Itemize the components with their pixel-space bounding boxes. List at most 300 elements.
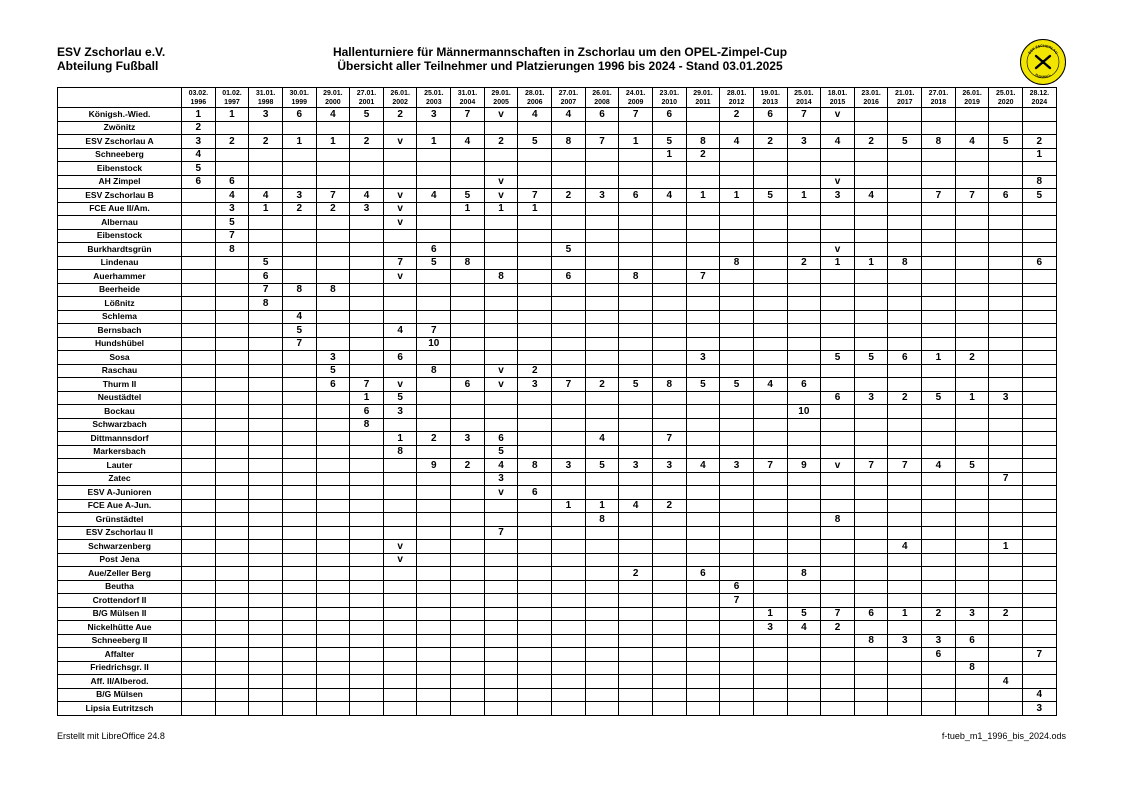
placement-cell [451,310,485,324]
placement-cell: 4 [989,675,1023,689]
placement-cell [417,621,451,635]
placement-cell [787,243,821,257]
placement-cell [350,526,384,540]
placement-cell [383,486,417,500]
header-year: 2017 [896,98,913,106]
placement-cell [753,540,787,554]
team-name: Eibenstock [58,229,182,243]
placement-cell [215,432,249,446]
placement-cell [316,405,350,419]
placement-cell [282,229,316,243]
placement-cell [451,148,485,162]
placement-cell [518,513,552,527]
placement-cell [955,567,989,581]
table-header-row [58,88,1057,108]
placement-cell [652,661,686,675]
placement-cell [720,418,754,432]
placement-cell: 7 [451,108,485,122]
placement-cell [787,472,821,486]
placement-cell: 3 [854,391,888,405]
placement-cell [215,634,249,648]
placement-cell: 5 [585,459,619,473]
placement-cell [249,378,283,392]
team-name: Auerhammer [58,270,182,284]
placement-cell [989,162,1023,176]
placement-cell [518,162,552,176]
placement-cell [350,580,384,594]
placement-cell [753,351,787,365]
header-year: 2007 [560,98,577,106]
placement-cell [787,283,821,297]
team-name: Burkhardtsgrün [58,243,182,257]
table-row [58,621,1057,635]
placement-cell: 8 [383,445,417,459]
placement-cell [989,324,1023,338]
placement-cell: 7 [922,189,956,203]
placement-cell [955,216,989,230]
placement-cell [686,675,720,689]
placement-cell [619,121,653,135]
placement-cell [215,499,249,513]
placement-cell [753,432,787,446]
placement-cell [922,661,956,675]
placement-cell [417,148,451,162]
table-row [58,337,1057,351]
placement-cell: 1 [417,135,451,149]
placement-cell [854,526,888,540]
placement-cell [518,607,552,621]
placement-cell [182,459,216,473]
placement-cell [922,445,956,459]
placement-cell [585,648,619,662]
placement-cell [282,472,316,486]
placement-cell [753,661,787,675]
placement-cell [484,607,518,621]
team-name: ESV A-Junioren [58,486,182,500]
placement-cell [249,216,283,230]
placement-cell [552,391,586,405]
placement-cell [821,148,855,162]
placement-cell [182,499,216,513]
placement-cell [753,391,787,405]
placement-cell: v [484,108,518,122]
placement-cell: 6 [686,567,720,581]
placement-cell [282,297,316,311]
placement-cell [686,499,720,513]
team-name: Sosa [58,351,182,365]
placement-cell: 4 [821,135,855,149]
placement-cell [316,580,350,594]
placement-cell [821,594,855,608]
placement-cell [383,594,417,608]
placement-cell [518,270,552,284]
placement-cell [316,391,350,405]
placement-cell: 6 [888,351,922,365]
placement-cell [753,148,787,162]
placement-cell: 3 [215,202,249,216]
placement-cell: 3 [821,189,855,203]
placement-cell [652,175,686,189]
placement-cell [821,499,855,513]
placement-cell [350,540,384,554]
team-name: B/G Mülsen [58,688,182,702]
team-name: Grünstädtel [58,513,182,527]
placement-cell [585,337,619,351]
placement-cell [888,216,922,230]
placement-cell [484,594,518,608]
placement-cell [316,216,350,230]
placement-cell [1023,121,1057,135]
placement-cell [282,486,316,500]
placement-cell [854,202,888,216]
placement-cell [888,270,922,284]
placement-cell: 1 [821,256,855,270]
placement-cell [282,175,316,189]
placement-cell [955,702,989,716]
placement-cell [451,472,485,486]
placement-cell [888,418,922,432]
placement-cell [552,580,586,594]
placement-cell: 4 [720,135,754,149]
placement-cell [585,445,619,459]
placement-cell [753,270,787,284]
placement-cell: 6 [955,634,989,648]
organization-name [57,45,165,73]
placement-cell [955,675,989,689]
placement-cell [720,634,754,648]
placement-cell [417,661,451,675]
placement-cell [787,594,821,608]
placement-cell [451,405,485,419]
placement-cell [249,364,283,378]
placement-cell [720,607,754,621]
table-row [58,175,1057,189]
placement-cell: 7 [383,256,417,270]
placement-cell: 8 [215,243,249,257]
placement-cell [215,607,249,621]
placement-cell [989,580,1023,594]
placement-cell [922,513,956,527]
placement-cell [854,702,888,716]
placement-cell [249,162,283,176]
placement-cell [182,472,216,486]
placement-cell [619,324,653,338]
placement-cell [652,553,686,567]
placement-cell: v [383,135,417,149]
placement-cell [922,432,956,446]
placement-cell: 7 [350,378,384,392]
team-name: Beerheide [58,283,182,297]
placement-cell [854,243,888,257]
placement-cell [451,364,485,378]
placement-cell: 5 [215,216,249,230]
placement-cell [316,499,350,513]
placement-cell: 5 [821,351,855,365]
placement-cell: 8 [484,270,518,284]
placement-cell [518,405,552,419]
placement-cell [552,594,586,608]
placement-cell [552,675,586,689]
placement-cell [316,486,350,500]
placement-cell [922,580,956,594]
placement-cell [518,621,552,635]
placement-cell: 1 [619,135,653,149]
placement-cell [686,162,720,176]
placement-cell [922,702,956,716]
placement-cell [854,405,888,419]
placement-cell [955,580,989,594]
placement-cell [417,540,451,554]
header-day: 01.02. [222,89,242,97]
placement-cell [316,621,350,635]
table-row [58,540,1057,554]
placement-cell [552,351,586,365]
placement-cell [552,283,586,297]
placement-cell [1023,567,1057,581]
placement-cell [989,148,1023,162]
placement-cell: 7 [720,594,754,608]
placement-cell [451,526,485,540]
placement-cell [686,486,720,500]
placement-cell [182,688,216,702]
placement-cell [652,675,686,689]
placement-cell [552,297,586,311]
placement-cell [854,688,888,702]
placement-cell: 1 [215,108,249,122]
placement-cell: 3 [350,202,384,216]
placement-cell [383,675,417,689]
placement-cell [484,540,518,554]
placement-cell: 4 [955,135,989,149]
placement-cell [686,634,720,648]
placement-cell [955,553,989,567]
placement-cell: 1 [249,202,283,216]
org-line-1: ESV Zschorlau e.V. [57,45,166,59]
placement-cell [585,256,619,270]
placement-cell [552,148,586,162]
placement-cell [215,486,249,500]
table-row [58,283,1057,297]
placement-cell [518,297,552,311]
placement-cell [821,364,855,378]
placement-cell [854,364,888,378]
placement-cell: v [484,378,518,392]
placement-cell [350,175,384,189]
placement-cell [282,405,316,419]
team-name: Albernau [58,216,182,230]
placement-cell [1023,661,1057,675]
placement-cell [686,243,720,257]
placement-cell [215,513,249,527]
placement-cell [955,162,989,176]
team-name: AH Zimpel [58,175,182,189]
placement-cell [215,594,249,608]
header-year: 1997 [224,98,240,106]
placement-cell: 1 [350,391,384,405]
header-day: 03.02. [188,89,209,97]
placement-cell [182,337,216,351]
placement-cell [417,283,451,297]
placement-cell [585,202,619,216]
placement-cell [282,567,316,581]
placement-cell [854,499,888,513]
placement-cell [1023,675,1057,689]
table-row [58,378,1057,392]
placement-cell [350,607,384,621]
placement-cell [922,216,956,230]
placement-cell: 8 [282,283,316,297]
placement-cell [451,351,485,365]
placement-cell [652,202,686,216]
placement-cell: 5 [182,162,216,176]
placement-cell [619,634,653,648]
team-name: Schneeberg [58,148,182,162]
placement-cell [518,688,552,702]
placement-cell: 6 [585,108,619,122]
placement-cell: 8 [249,297,283,311]
placement-cell [821,553,855,567]
placement-cell [787,216,821,230]
club-logo-icon [1019,38,1067,86]
table-row [58,189,1057,203]
placement-cell: 2 [720,108,754,122]
placement-cell [888,567,922,581]
placement-cell [686,364,720,378]
placement-cell [585,216,619,230]
placement-cell: 6 [451,378,485,392]
placement-cell [215,661,249,675]
placement-cell [652,472,686,486]
placement-cell [854,513,888,527]
placement-cell [854,337,888,351]
placement-cell [518,702,552,716]
placement-cell [955,364,989,378]
placement-cell [888,621,922,635]
placement-cell: 10 [787,405,821,419]
table-row [58,121,1057,135]
placement-cell: 2 [989,607,1023,621]
placement-cell [888,283,922,297]
placement-cell [1023,391,1057,405]
placement-cell: 8 [619,270,653,284]
placement-cell: 3 [619,459,653,473]
placement-cell [552,472,586,486]
header-year: 2016 [863,98,879,106]
placement-cell: v [383,540,417,554]
placement-cell [1023,243,1057,257]
placement-cell [215,459,249,473]
table-row [58,108,1057,122]
placement-cell [417,445,451,459]
placement-cell [854,270,888,284]
header-day: 30.01. [289,89,309,97]
placement-cell [484,405,518,419]
placement-cell [182,202,216,216]
tournament-date-header [215,88,249,108]
placement-cell [182,297,216,311]
placement-cell: 8 [686,135,720,149]
placement-cell [350,513,384,527]
placement-cell: 6 [182,175,216,189]
placement-cell [955,202,989,216]
placement-cell [518,148,552,162]
placement-cell: 2 [451,459,485,473]
placement-cell: 4 [282,310,316,324]
placement-cell: 6 [484,432,518,446]
placement-cell [989,202,1023,216]
placement-cell [652,418,686,432]
placement-cell [888,108,922,122]
placement-cell [652,364,686,378]
placement-cell: 7 [686,270,720,284]
placement-cell [585,351,619,365]
placement-cell [652,351,686,365]
placement-cell [720,702,754,716]
placement-cell [182,418,216,432]
placement-cell [484,310,518,324]
placement-cell [955,432,989,446]
placement-cell [585,553,619,567]
placement-cell: 3 [686,351,720,365]
placement-cell [484,351,518,365]
placement-cell: 3 [383,405,417,419]
placement-cell: 1 [922,351,956,365]
placement-cell [182,432,216,446]
placement-cell [955,472,989,486]
placement-cell [585,229,619,243]
placement-cell [787,432,821,446]
placement-cell [316,229,350,243]
placement-cell [686,256,720,270]
placement-cell [282,243,316,257]
placement-cell [922,148,956,162]
placement-cell [417,675,451,689]
placement-cell [989,634,1023,648]
placement-cell [955,540,989,554]
placement-cell [552,661,586,675]
header-year: 2018 [930,98,947,106]
placement-cell: 2 [417,432,451,446]
tournament-date-header [787,88,821,108]
placement-cell [922,418,956,432]
placement-cell: 2 [316,202,350,216]
table-row [58,526,1057,540]
placement-cell [989,594,1023,608]
placement-cell: 4 [552,108,586,122]
placement-cell [215,621,249,635]
placement-cell: 2 [888,391,922,405]
placement-cell [821,310,855,324]
placement-cell [383,418,417,432]
placement-cell [821,162,855,176]
placement-cell [854,175,888,189]
placement-cell [282,418,316,432]
placement-cell [1023,378,1057,392]
placement-cell: 8 [585,513,619,527]
placement-cell [316,270,350,284]
placement-cell [316,418,350,432]
placement-cell [350,486,384,500]
placement-cell [182,229,216,243]
placement-cell [888,189,922,203]
placement-cell [552,121,586,135]
placement-cell: 2 [686,148,720,162]
placement-cell: 5 [888,135,922,149]
placement-cell [182,567,216,581]
placement-cell [249,175,283,189]
placement-cell [585,661,619,675]
placement-cell [518,445,552,459]
